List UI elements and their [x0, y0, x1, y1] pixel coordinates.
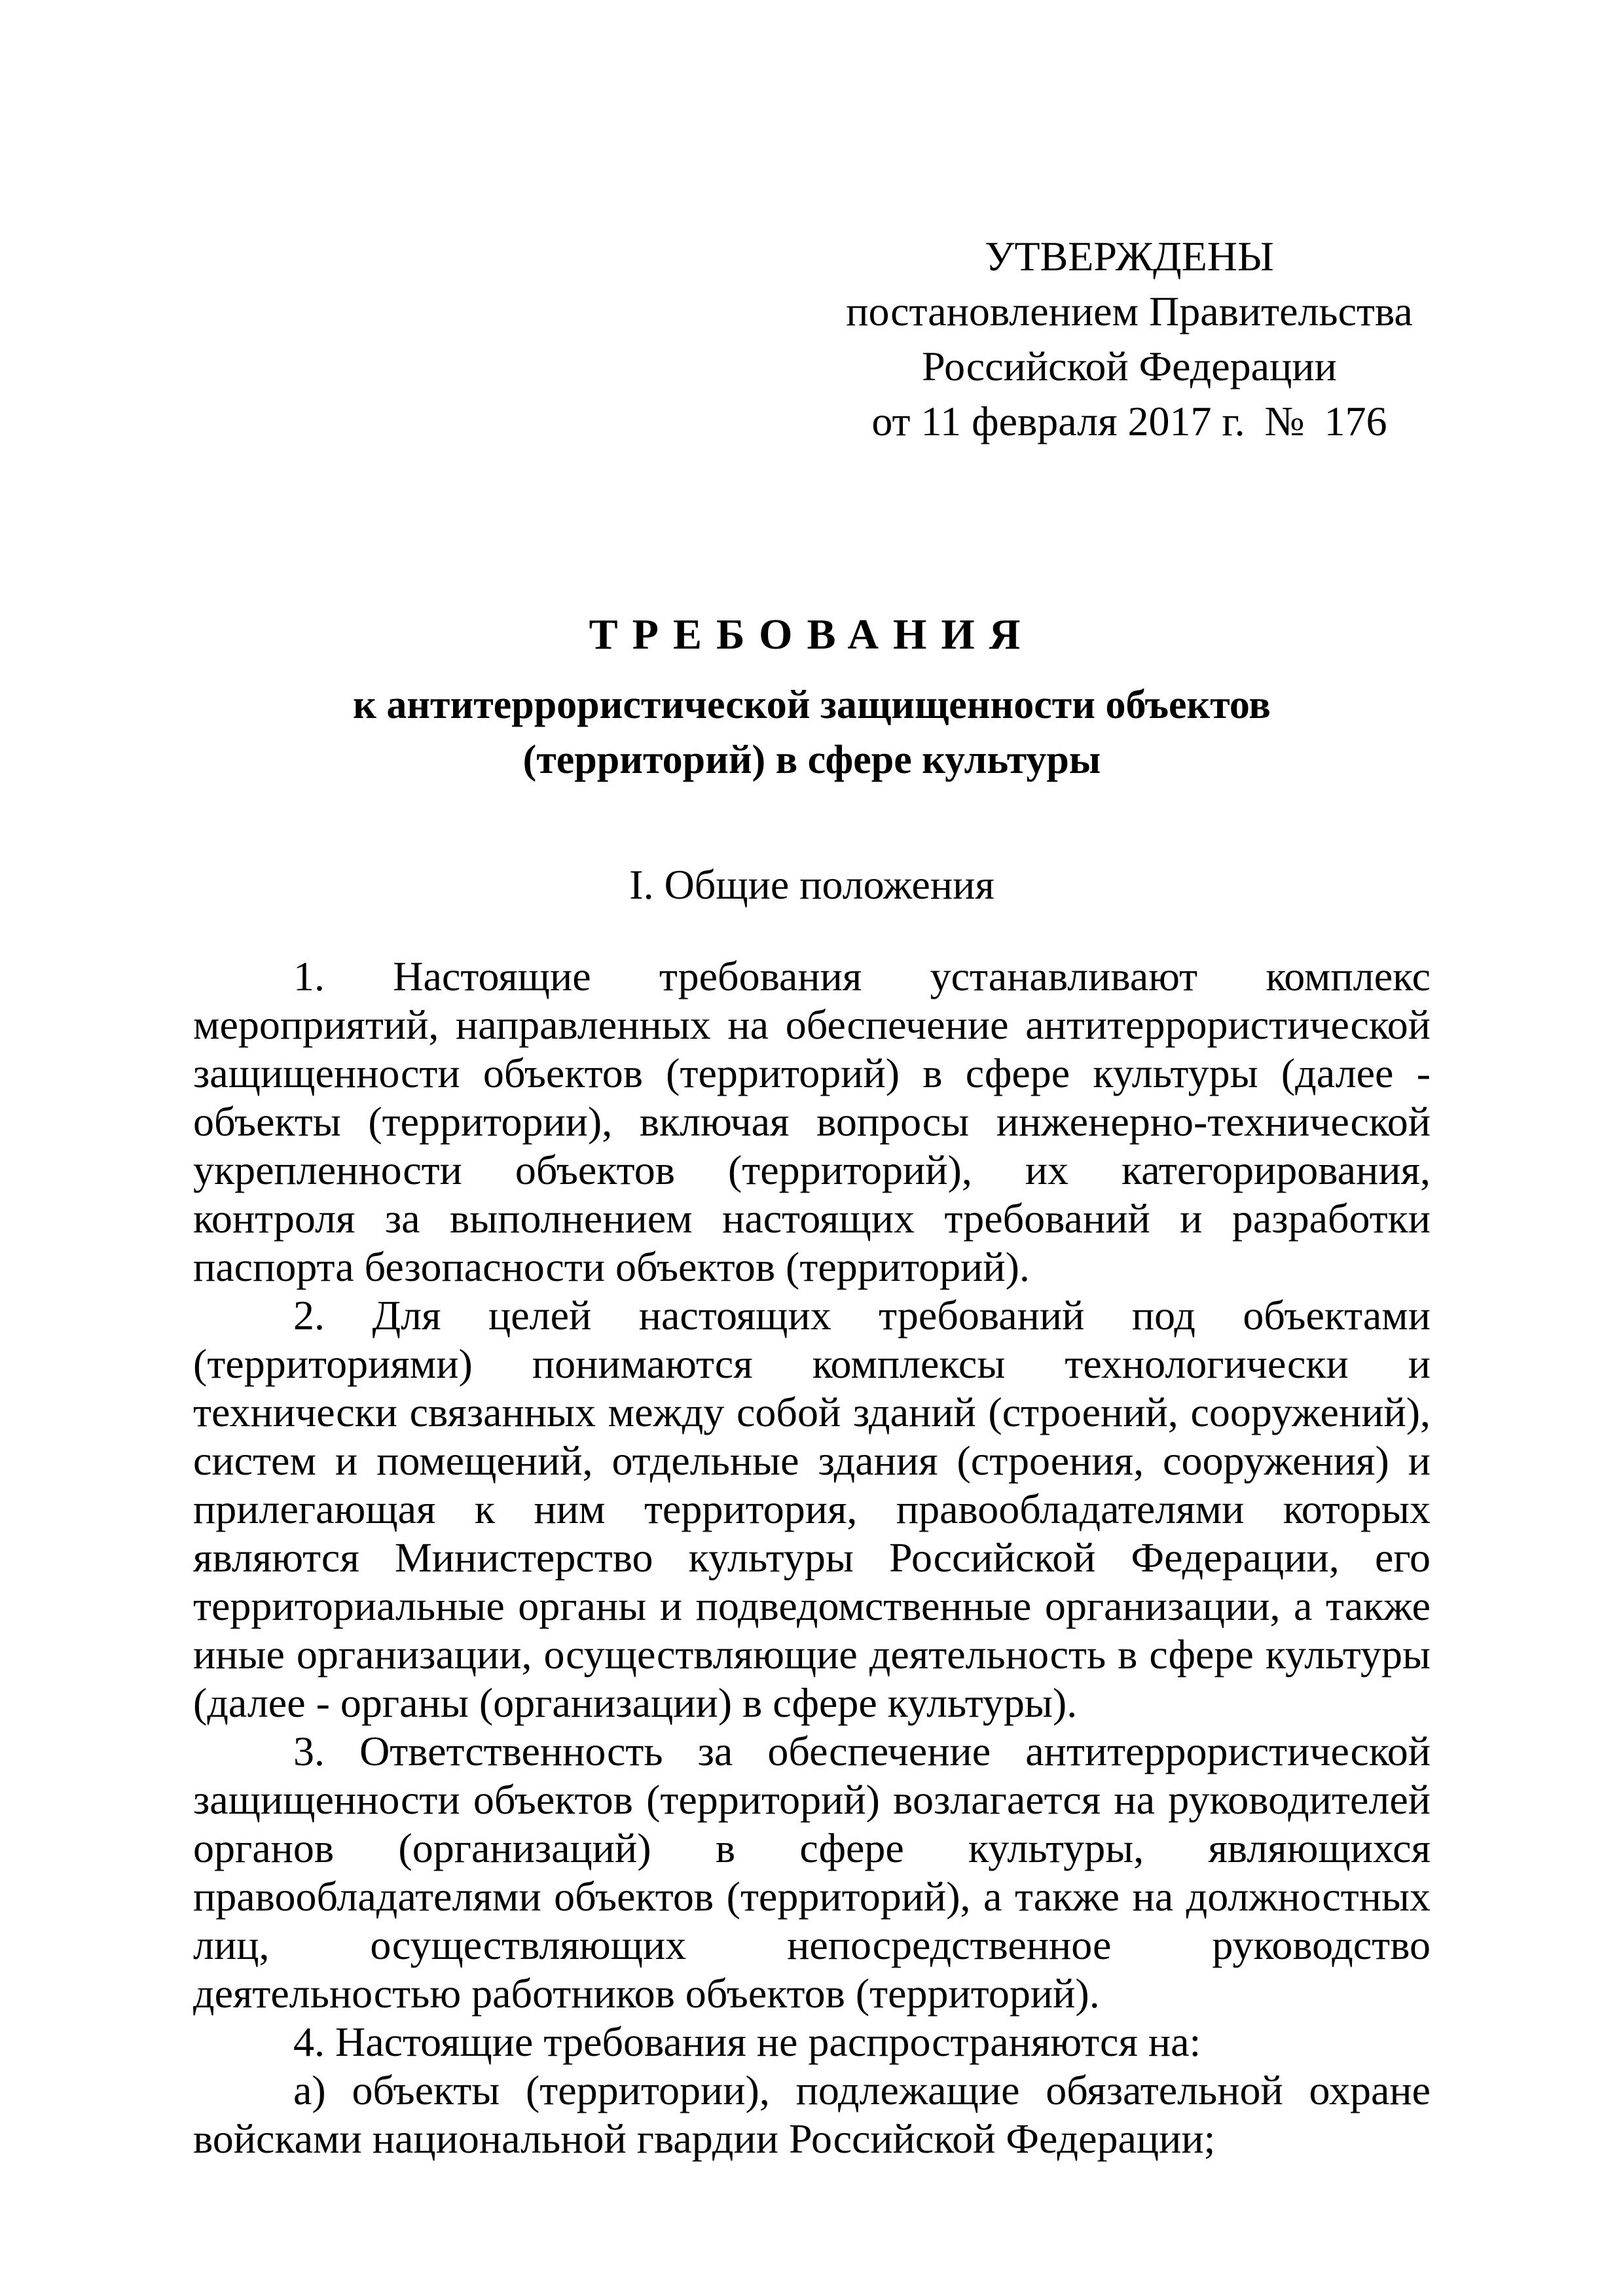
- paragraph-4a: а) объекты (территории), подлежащие обязательной охране войсками национальной гвардии Российской Федерации;: [193, 2067, 1431, 2162]
- document-subtitle-line-1: к антитеррористической защищенности объектов: [353, 683, 1271, 727]
- approval-number: 176: [1324, 398, 1387, 444]
- approval-line-2: Российской Федерации: [922, 343, 1337, 389]
- document-title-block: [193, 605, 1431, 787]
- section-heading: I. Общие положения: [629, 861, 994, 908]
- paragraph-3: 3. Ответственность за обеспечение антитеррористической защищенности объектов (территорий) возлагается на руководителей органов (организаций) в сфере культуры, являющихся правообладателями объектов (территорий), а также на должностных лиц, осуществляющих непосредственное руководство деятельностью работников объектов (территорий).: [193, 1728, 1431, 2017]
- approval-line-1: постановлением Правительства: [846, 288, 1413, 334]
- approval-date: от 11 февраля 2017 г.: [871, 398, 1245, 444]
- document-subtitle: [193, 677, 1431, 787]
- paragraph-1: 1. Настоящие требования устанавливают комплекс мероприятий, направленных на обеспечение антитеррористической защищенности объектов (территорий) в сфере культуры (далее - объекты (территории), включая вопросы инженерно-технической укрепленности объектов (территорий), их категорирования, контроля за выполнением настоящих требований и разработки паспорта безопасности объектов (территорий).: [193, 953, 1431, 1290]
- paragraph-2: 2. Для целей настоящих требований под объектами (территориями) понимаются комплексы технологически и технически связанных между собой зданий (строений, сооружений), систем и помещений, отдельные здания (строения, сооружения) и прилегающая к ним территория, правообладателями которых являются Министерство культуры Российской Федерации, его территориальные органы и подведомственные организации, а также иные организации, осуществляющие деятельность в сфере культуры (далее - органы (организации) в сфере культуры).: [193, 1292, 1431, 1726]
- document-body: [193, 952, 1431, 2163]
- document-title: ТРЕБОВАНИЯ: [589, 611, 1035, 658]
- paragraph-4: 4. Настоящие требования не распространяются на:: [293, 2018, 1201, 2065]
- approval-title: УТВЕРЖДЕНЫ: [985, 233, 1274, 279]
- document-subtitle-line-2: (территорий) в сфере культуры: [522, 738, 1101, 782]
- approval-block: [818, 229, 1440, 449]
- approval-date-line: [818, 394, 1440, 449]
- approval-number-sign: №: [1264, 398, 1305, 444]
